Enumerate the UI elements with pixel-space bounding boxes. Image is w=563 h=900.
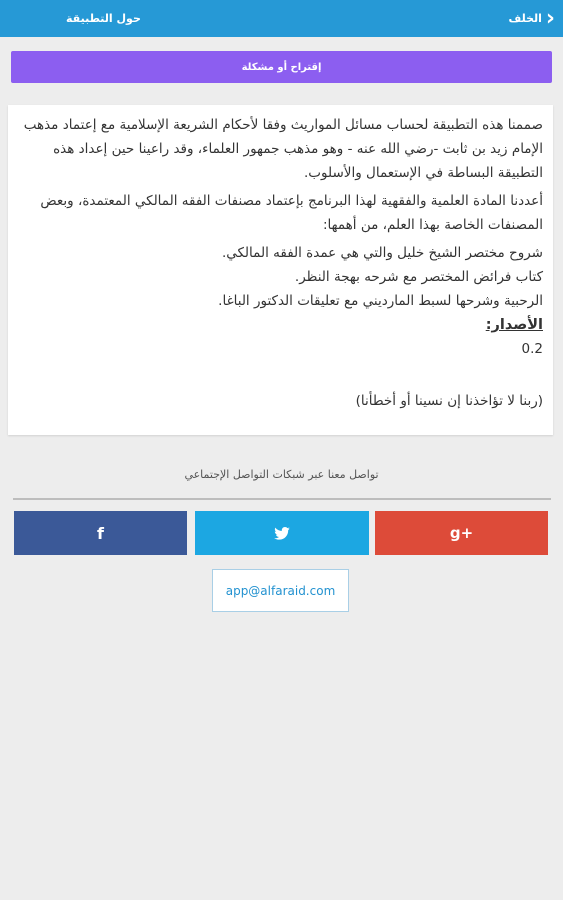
closing-prayer: (ربنا لا تؤاخذنا إن نسينا أو أخطأنا) <box>355 393 543 409</box>
reference-item: شروح مختصر الشيخ خليل والتي هي عمدة الفقه المالكي. <box>221 245 543 261</box>
facebook-button[interactable] <box>14 511 187 555</box>
divider <box>13 498 551 500</box>
top-bar <box>0 0 563 37</box>
email-link[interactable]: app@alfaraid.com <box>212 569 349 612</box>
twitter-button[interactable] <box>195 511 369 555</box>
report-problem-button[interactable]: إقتراح أو مشكلة <box>11 51 552 83</box>
facebook-icon: f <box>97 523 104 543</box>
reference-item: كتاب فرائض المختصر مع شرحه بهجة النظر. <box>294 269 543 285</box>
social-connect-text: تواصل معنا عبر شبكات التواصل الإجتماعي <box>184 468 379 481</box>
reference-item: الرحبية وشرحها لسبط المارديني مع تعليقات الدكتور الباغا. <box>218 293 543 309</box>
googleplus-button[interactable] <box>375 511 548 555</box>
about-card <box>8 105 553 435</box>
twitter-icon <box>274 527 290 540</box>
back-button[interactable] <box>509 0 556 37</box>
googleplus-icon: g+ <box>449 524 474 542</box>
version-value: 0.2 <box>521 341 543 357</box>
version-heading: الأصدار: <box>485 317 543 333</box>
back-label: الخلف <box>508 12 542 25</box>
chevron-right-icon: › <box>545 5 555 31</box>
about-sources: أعددنا المادة العلمية والفقهية لهذا البرنامج بإعتماد مصنفات الفقه المالكي المعتمدة، وبعض المصنفات الخاصة بهذا العلم، من أهمها: <box>40 193 543 233</box>
page-title: حول التطبيقة <box>66 12 141 25</box>
about-intro: صممنا هذه التطبيقة لحساب مسائل المواريث وفقا لأحكام الشريعة الإسلامية مع إعتماد مذهب الإمام زيد بن ثابت -رضي الله عنه - وهو مذهب جمهور العلماء، وقد راعينا حين إعداد هذه التطبيقة البساطة في الإستعمال والأسلوب. <box>23 117 543 181</box>
